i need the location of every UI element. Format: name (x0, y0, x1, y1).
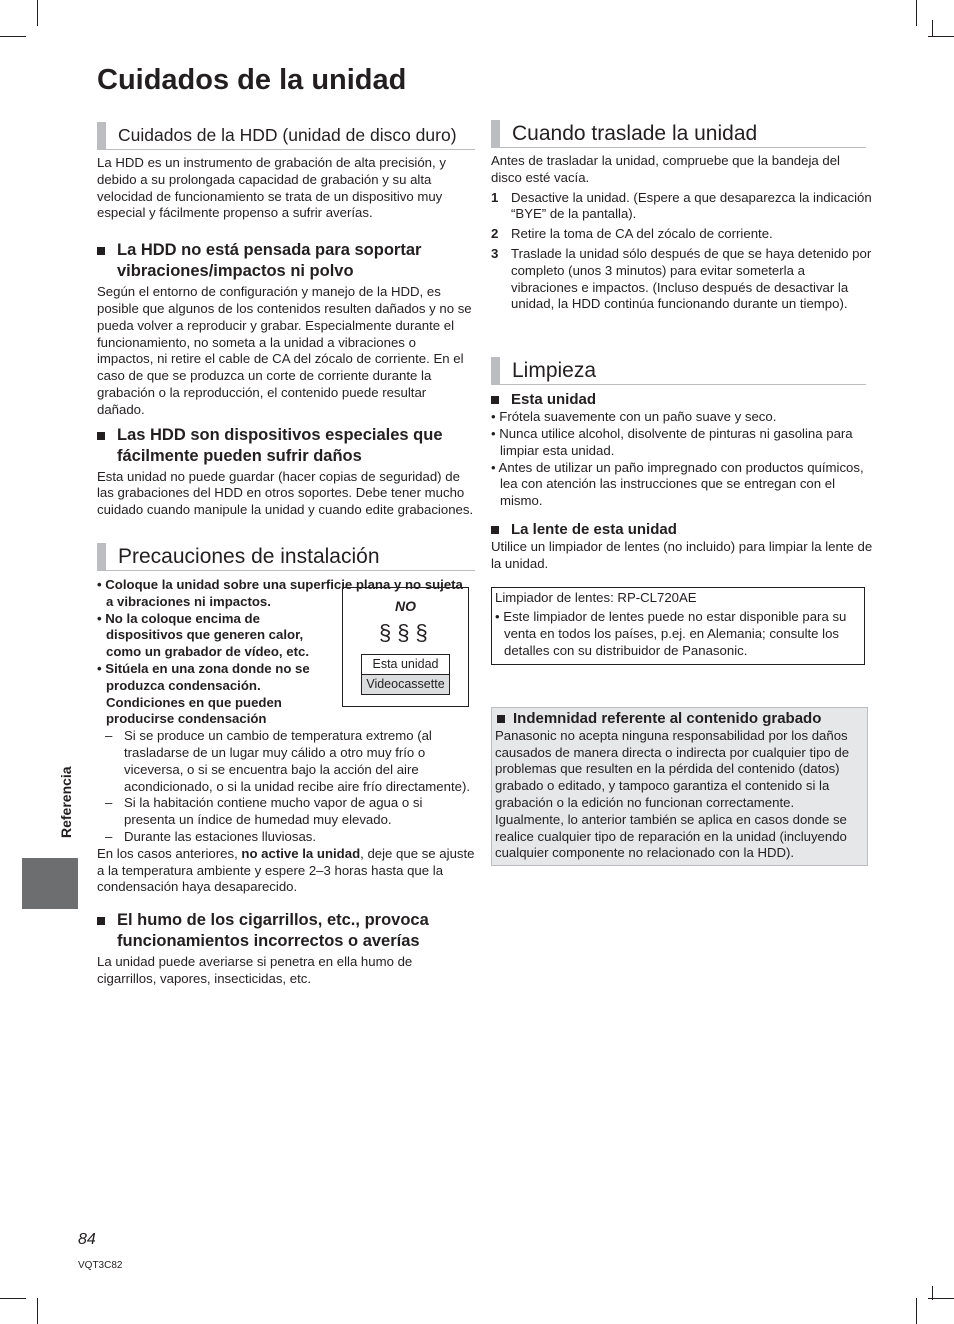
doc-code: VQT3C82 (78, 1260, 123, 1271)
move-step: 2 Retire la toma de CA del zócalo de corriente. (491, 226, 773, 242)
lens-cleaner-box (491, 587, 865, 665)
install-after-text: En los casos anteriores, no active la unidad, deje que se ajuste a la temperatura ambiente y espere 2–3 horas hasta que la condensación haya desaparecido. (97, 845, 475, 895)
clean-bullet: • Antes de utilizar un paño impregnado con productos químicos, lea con atención las instrucciones que se entregan con el mismo. (491, 459, 864, 509)
square-bullet-icon (491, 396, 499, 404)
condition-item: – Si se produce un cambio de temperatura extremo (al trasladarse de un lugar muy cálido a otro muy frío o viceversa, o si se encuentra bajo la acción del aire acondicionado, o si la unidad recibe aire frío directamente). (105, 728, 471, 794)
square-bullet-icon (497, 715, 505, 723)
install-bullet-3: • Sitúela en una zona donde no se produzca condensación. (97, 660, 310, 693)
square-bullet-icon (97, 432, 105, 440)
smoke-title: El humo de los cigarrillos, etc., provoca funcionamientos incorrectos o averías (97, 910, 475, 952)
right-column (491, 120, 873, 866)
move-heading: Cuando traslade la unidad (491, 120, 866, 148)
clean-sub2-text: Utilice un limpiador de lentes (no incluido) para limpiar la lente de la unidad. (491, 538, 873, 571)
indemnity-box (491, 707, 868, 866)
move-step: 3 Traslade la unidad sólo después de que se haya detenido por completo (unos 3 minutos) para evitar someterla a vibraciones e impactos. (Incluso después de desactivar la unidad, la HDD continúa funcionando durante un tiempo). (491, 245, 872, 312)
no-label: NO (395, 597, 416, 614)
hdd-intro: La HDD es un instrumento de grabación de alta precisión, y debido a su prolongada capacidad de grabación y su alta velocidad de funcionamiento se trata de un dispositivo muy especial y fácilmente propenso a sufrir averías. (97, 155, 446, 221)
clean-bullet: • Nunca utilice alcohol, disolvente de pinturas ni gasolina para limpiar esta unidad. (491, 425, 853, 458)
hdd-heading: Cuidados de la HDD (unidad de disco duro) (97, 122, 475, 150)
move-step: 1 Desactive la unidad. (Espere a que desaparezca la indicación “BYE” de la pantalla). (491, 189, 872, 222)
clean-heading: Limpieza (491, 357, 866, 385)
install-condition-title: Condiciones en que pueden producirse condensación (106, 694, 282, 727)
hdd-sub2-title: Las HDD son dispositivos especiales que fácilmente pueden sufrir daños (97, 425, 475, 467)
install-figure (342, 587, 469, 707)
install-bullet-1: • Coloque la unidad sobre una superficie plana y no sujeta a vibraciones ni impactos. (97, 576, 463, 609)
side-tab (22, 858, 78, 909)
install-bullet-2: • No la coloque encima de dispositivos que generen calor, como un grabador de vídeo, etc. (97, 610, 309, 660)
clean-bullet: • Frótela suavemente con un paño suave y seco. (491, 409, 777, 425)
side-label: Referencia (58, 766, 74, 838)
condition-item: – Si la habitación contiene mucho vapor de agua o si presenta un índice de humedad muy elevado. (105, 795, 423, 828)
smoke-text: La unidad puede averiarse si penetra en ella humo de cigarrillos, vapores, insecticidas, etc. (97, 954, 413, 986)
square-bullet-icon (97, 247, 105, 255)
clean-sub1-title: Esta unidad (491, 390, 873, 409)
indemnity-title: Indemnidad referente al contenido grabado (495, 709, 865, 728)
square-bullet-icon (491, 526, 499, 534)
heat-waves-icon: §§§ (379, 619, 434, 645)
clean-sub2-title: La lente de esta unidad (491, 520, 873, 539)
indemnity-text: Panasonic no acepta ninguna responsabilidad por los daños causados de manera directa o indirecta por cualquier tipo de problemas que resulten en la pérdida del contenido (datos) grabado o editado, y tampoco garantiza el contenido si la grabación o la edición no funcionan correctamente. Igualmente, lo anterior también se aplica en casos donde se realice cualquier tipo de reparación en la unidad (incluyendo cualquier componente no relacionado con la HDD). (495, 727, 850, 861)
install-heading: Precauciones de instalación (97, 543, 475, 571)
page-title: Cuidados de la unidad (97, 64, 407, 96)
square-bullet-icon (97, 917, 105, 925)
lens-cleaner-model: Limpiador de lentes: RP-CL720AE (495, 589, 697, 605)
lens-cleaner-note: • Este limpiador de lentes puede no estar disponible para su venta en todos los países, p.ej. en Alemania; consulte los detalles con su distribuidor de Panasonic. (495, 609, 847, 658)
install-bullets (97, 577, 475, 896)
hdd-sub2-text: Esta unidad no puede guardar (hacer copias de seguridad) de las grabaciones del HDD en otros soportes. Debe tener mucho cuidado cuando manipule la unidad y cuando edite grabaciones. (97, 468, 474, 518)
videocassette-box: Videocassette (361, 674, 450, 695)
hdd-sub1-title: La HDD no está pensada para soportar vibraciones/impactos ni polvo (97, 240, 475, 282)
this-unit-box: Esta unidad (361, 654, 450, 675)
page-number: 84 (78, 1231, 96, 1248)
left-column (97, 122, 475, 988)
move-intro: Antes de trasladar la unidad, compruebe que la bandeja del disco esté vacía. (491, 153, 840, 185)
condition-item: – Durante las estaciones lluviosas. (105, 828, 317, 844)
hdd-sub1-text: Según el entorno de configuración y manejo de la HDD, es posible que algunos de los contenidos resulten dañados y no se pueda volver a reproducir y grabar. Especialmente durante el funcionamiento, no someta a la unidad a vibraciones o impactos, ni retire el cable de CA del zócalo de corriente. En el caso de que se produzca un corte de corriente durante la grabación o la reproducción, el contenido puede resultar dañado. (97, 284, 472, 417)
